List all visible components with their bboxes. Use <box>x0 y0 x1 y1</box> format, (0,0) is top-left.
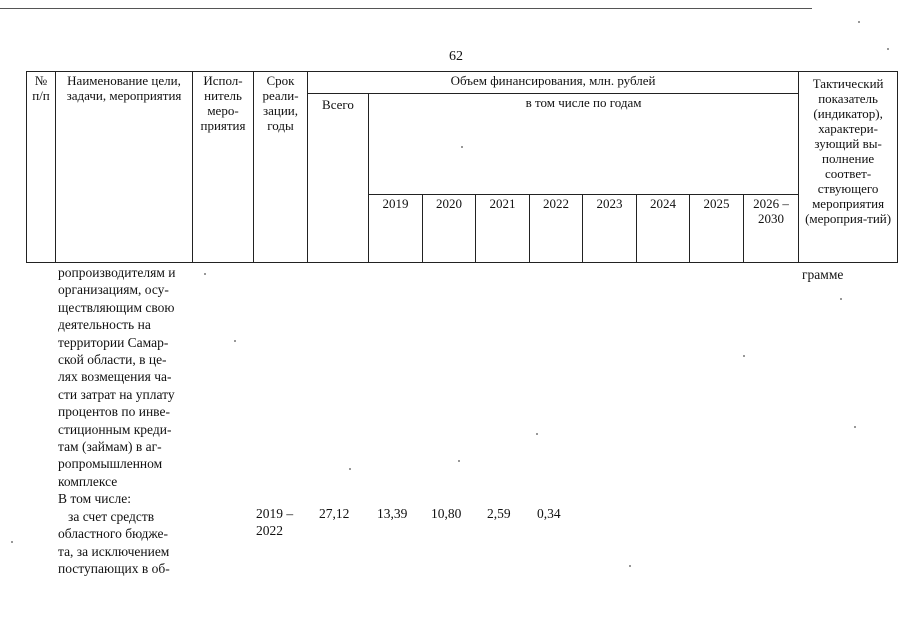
row-value-2021: 2,59 <box>487 506 511 521</box>
header-period: Срок реали-зации, годы <box>254 72 308 263</box>
header-indicator: Тактический показатель (индикатор), характери-зующий вы-полнение соответ-ствующего мероприятия (мероприя-тий) <box>799 72 898 263</box>
header-num: № п/п <box>27 72 56 263</box>
year-2019: 2019 <box>369 195 423 263</box>
scan-speck <box>858 21 860 23</box>
header-total: Всего <box>308 94 369 263</box>
scan-speck <box>629 565 631 567</box>
row-value-2022: 0,34 <box>537 506 561 521</box>
scan-speck <box>11 541 13 543</box>
scan-speck <box>458 460 460 462</box>
header-funding: Объем финансирования, млн. рублей <box>308 72 799 94</box>
row-period: 2019 – 2022 <box>256 506 294 538</box>
row-value-2019: 13,39 <box>377 506 408 521</box>
header-by-years: в том числе по годам <box>369 94 799 195</box>
indicator-continuation: грамме <box>802 267 844 282</box>
top-rule <box>0 8 812 9</box>
scan-speck <box>840 298 842 300</box>
year-2022: 2022 <box>530 195 583 263</box>
scan-speck <box>461 146 463 148</box>
scan-speck <box>887 48 889 50</box>
year-2023: 2023 <box>583 195 637 263</box>
header-name: Наименование цели, задачи, мероприятия <box>56 72 193 263</box>
measure-description: ропроизводителям и организациям, осу- ществляющим свою деятельность на территории Самар- ской области, в це- лях возмещения ча- сти затрат на уплату процентов по инве- стиционным креди- там (займам) в аг- ропромышленном комплексе В том числе: за счет средств областного бюдже- та, за исключением поступающих в об- <box>58 265 176 576</box>
scan-speck <box>349 468 351 470</box>
table-header <box>26 71 898 263</box>
year-2021: 2021 <box>476 195 530 263</box>
header-executor: Испол-нитель меро-приятия <box>193 72 254 263</box>
year-2026-2030: 2026 – 2030 <box>744 195 799 263</box>
row-total: 27,12 <box>319 506 350 521</box>
scan-speck <box>743 355 745 357</box>
scan-speck <box>204 273 206 275</box>
year-2025: 2025 <box>690 195 744 263</box>
year-2024: 2024 <box>637 195 690 263</box>
scan-speck <box>854 426 856 428</box>
year-2020: 2020 <box>423 195 476 263</box>
row-value-2020: 10,80 <box>431 506 462 521</box>
scan-speck <box>234 340 236 342</box>
scan-speck <box>536 433 538 435</box>
page-number: 62 <box>449 49 463 64</box>
